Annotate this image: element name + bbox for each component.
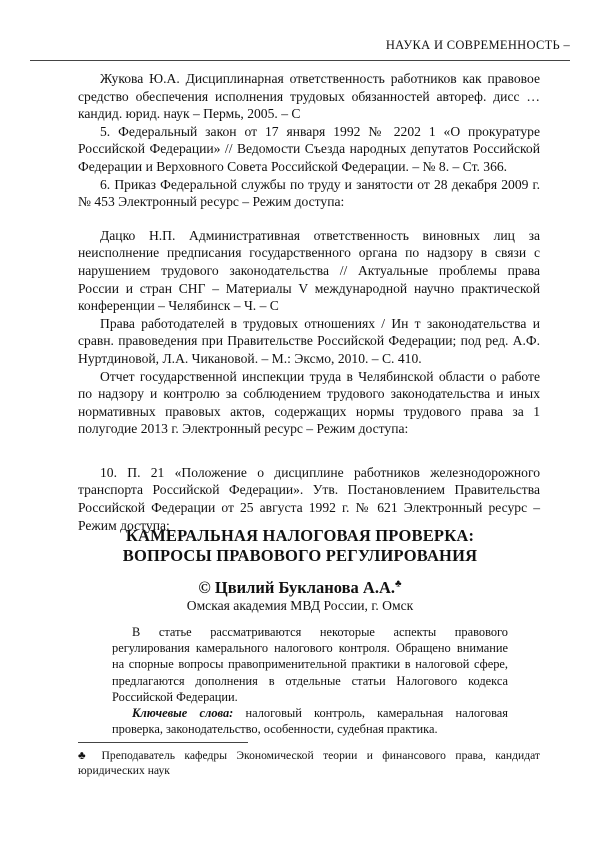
author-name: © Цвилий Букланова А.А. [198, 578, 395, 597]
reference-item: Права работодателей в трудовых отношениях / Ин т законодательства и сравн. правоведения при Правительстве Российской Федерации; под ред. А.Ф. Нуртдиновой, Л.А. Чикановой. – М.: Эксмо, 2010. – С. 410. [78, 315, 540, 366]
keywords-label: Ключевые слова: [132, 706, 234, 721]
header-rule [30, 60, 570, 61]
club-icon: ♣ [395, 578, 402, 590]
article-title-line: КАМЕРАЛЬНАЯ НАЛОГОВАЯ ПРОВЕРКА: [125, 526, 475, 545]
running-header: НАУКА И СОВРЕМЕННОСТЬ – [385, 38, 570, 52]
abstract [112, 624, 508, 737]
article-title-line: ВОПРОСЫ ПРАВОВОГО РЕГУЛИРОВАНИЯ [122, 546, 478, 565]
reference-item: 10. П. 21 «Положение о дисциплине работников железнодорожного транспорта Российской Федерации». Утв. Постановлением Правительства Российской Федерации от 25 августа 1992 г. № 621 Электронный ресурс – Режим доступа: [78, 464, 540, 533]
club-icon: ♣ [78, 749, 93, 762]
article-author [60, 578, 540, 598]
reference-item: Дацко Н.П. Административная ответственность виновных лиц за неисполнение предписания государственного органа по надзору в связи с нарушением трудового законодательства // Актуальные проблемы права России и стран СНГ – Материалы V международной научно практической конференции – Челябинск – Ч. – С [78, 227, 540, 314]
reference-item: Жукова Ю.А. Дисциплинарная ответственность работников как правовое средство обеспечения исполнения трудовых обязанностей автореф. дисс … кандид. юрид. наук – Пермь, 2005. – С [78, 71, 540, 122]
reference-gap [78, 211, 540, 227]
footnote-text [78, 748, 540, 778]
footnote [78, 748, 540, 778]
keywords [112, 705, 508, 737]
footnote-rule [78, 742, 248, 743]
abstract-text: В статье рассматриваются некоторые аспекты правового регулирования камерального налогового контроля. Обращено внимание на спорные вопросы правоприменительной практики в налоговой сфере, предлагаются дополнения в отдельные статьи Налогового кодекса Российской Федерации. [112, 625, 508, 704]
reference-item: 6. Приказ Федеральной службы по труду и занятости от 28 декабря 2009 г. № 453 Электронный ресурс – Режим доступа: [78, 176, 540, 210]
footnote-body: Преподаватель кафедры Экономической теории и финансового права, кандидат юридических наук [78, 749, 541, 777]
reference-item: Отчет государственной инспекции труда в Челябинской области о работе по надзору и контролю за соблюдением трудового законодательства и иных нормативных правовых актов, содержащих нормы трудового права за 1 полугодие 2013 г. Электронный ресурс – Режим доступа: [78, 368, 540, 437]
article-title [60, 526, 540, 566]
reference-item: 5. Федеральный закон от 17 января 1992 № 2202 1 «О прокуратуре Российской Федерации» // Ведомости Съезда народных депутатов Российской Федерации и Верховного Совета Российской Федерации. – № 8. – Ст. 366. [78, 123, 540, 174]
reference-list [78, 70, 540, 534]
author-affiliation: Омская академия МВД России, г. Омск [186, 598, 414, 613]
reference-gap [78, 438, 540, 464]
keywords-text: налоговый контроль, камеральная налоговая проверка, законодательство, особенности, судебная практика. [112, 706, 508, 737]
